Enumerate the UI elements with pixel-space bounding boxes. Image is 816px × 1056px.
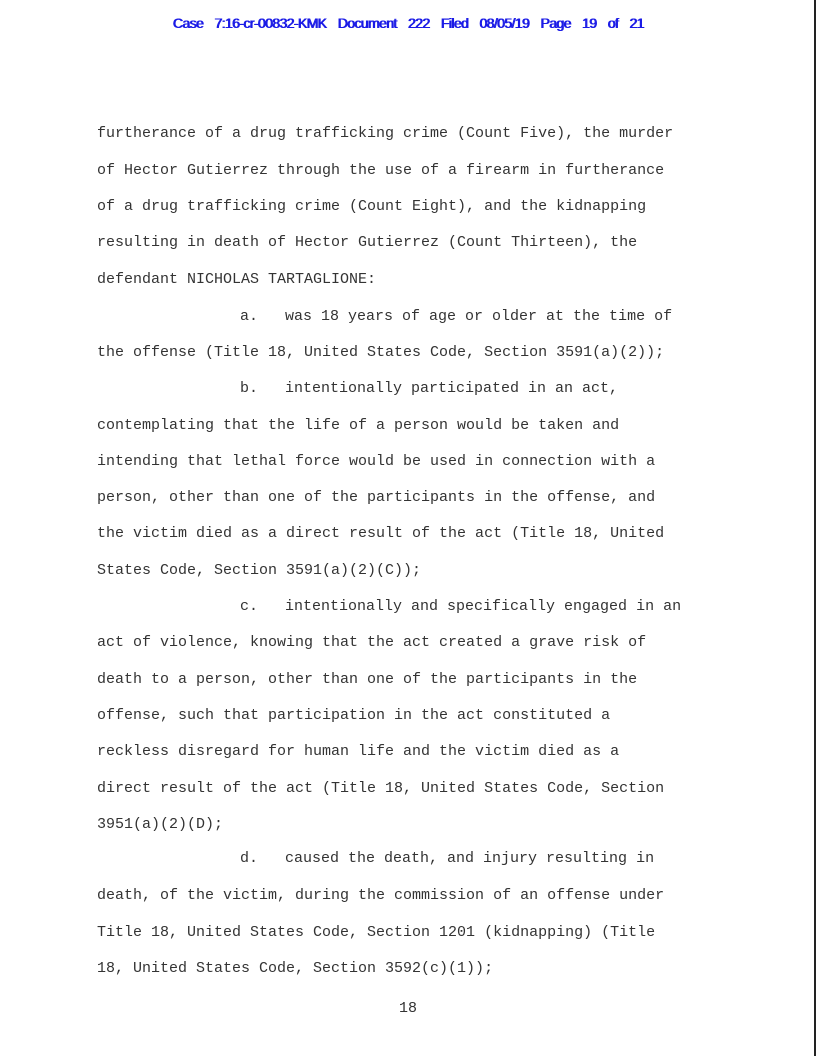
text-line: the victim died as a direct result of the act (Title 18, United: [97, 525, 665, 542]
text-line: a. was 18 years of age or older at the time of: [240, 308, 673, 325]
text-line: the offense (Title 18, United States Code, Section 3591(a)(2));: [97, 344, 665, 361]
text-line: of a drug trafficking crime (Count Eight), and the kidnapping: [97, 198, 647, 215]
text-line: act of violence, knowing that the act created a grave risk of: [97, 634, 647, 651]
text-line: contemplating that the life of a person would be taken and: [97, 417, 620, 434]
page-number: 18: [398, 1000, 417, 1017]
case-header: Case 7:16-cr-00832-KMK Document 222 Filed 08/05/19 Page 19 of 21: [172, 15, 644, 31]
text-line: defendant NICHOLAS TARTAGLIONE:: [97, 271, 377, 288]
text-line: death to a person, other than one of the participants in the: [97, 671, 638, 688]
text-line: furtherance of a drug trafficking crime (Count Five), the murder: [97, 125, 674, 142]
text-line: b. intentionally participated in an act,: [240, 380, 619, 397]
text-line: death, of the victim, during the commission of an offense under: [97, 887, 665, 904]
text-line: direct result of the act (Title 18, United States Code, Section: [97, 780, 665, 797]
text-line: intending that lethal force would be used in connection with a: [97, 453, 656, 470]
text-line: c. intentionally and specifically engaged in an: [240, 598, 682, 615]
text-line: reckless disregard for human life and the victim died as a: [97, 743, 620, 760]
text-line: States Code, Section 3591(a)(2)(C));: [97, 562, 422, 579]
text-line: d. caused the death, and injury resulting in: [240, 850, 655, 867]
text-line: 18, United States Code, Section 3592(c)(1));: [97, 960, 494, 977]
text-line: Title 18, United States Code, Section 1201 (kidnapping) (Title: [97, 924, 656, 941]
text-line: person, other than one of the participants in the offense, and: [97, 489, 656, 506]
text-line: offense, such that participation in the act constituted a: [97, 707, 611, 724]
text-line: of Hector Gutierrez through the use of a firearm in furtherance: [97, 162, 665, 179]
text-line: 3951(a)(2)(D);: [97, 816, 224, 833]
text-line: resulting in death of Hector Gutierrez (Count Thirteen), the: [97, 234, 638, 251]
